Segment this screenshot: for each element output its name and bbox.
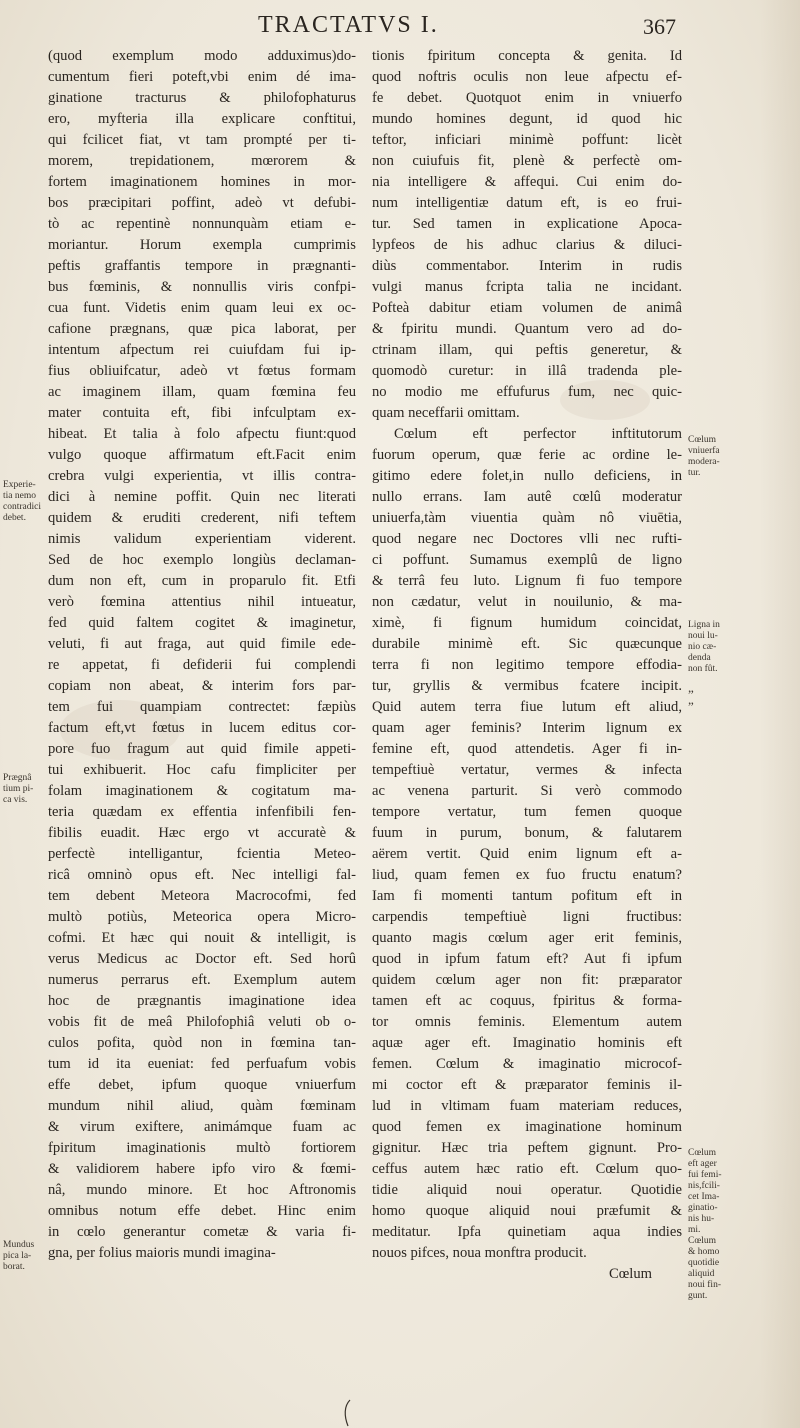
text-line: non cuiufuis fit, plenè & perfectè om- xyxy=(372,153,682,169)
text-line: nimis validum experientiam viderent. xyxy=(48,531,356,547)
margin-note-line: noui lu- xyxy=(688,631,718,641)
text-line: quod in ipfum fatum eft? Aut fi ipfum xyxy=(372,951,682,967)
text-line: quod negare nec Doctores vlli nec rufti- xyxy=(372,531,682,547)
margin-note-line: Cœlum xyxy=(688,435,716,445)
text-line: tidie aliquid noui operatur. Quotidie xyxy=(372,1182,682,1198)
margin-note-line: denda xyxy=(688,653,711,663)
text-line: femine eft, quod attendetis. Ager fi in- xyxy=(372,741,682,757)
text-line: diùs commentabor. Interim in rudis xyxy=(372,258,682,274)
text-line: hibeat. Et talia à folo afpectu fiunt:quod xyxy=(48,426,356,442)
text-line: ctrinam illam, qui peftis generetur, & xyxy=(372,342,682,358)
text-line: aquæ ager eft. Imaginatio hominis eft xyxy=(372,1035,682,1051)
margin-note-line: non fût. xyxy=(688,664,718,674)
text-line: nia intelligere & affequi. Cui enim do- xyxy=(372,174,682,190)
text-line: omnibus notum effe debet. Hinc enim xyxy=(48,1203,356,1219)
text-line: tur, gryllis & vermibus fcatere incipit. xyxy=(372,678,682,694)
text-line: num intelligentiæ datum eft, is eo frui- xyxy=(372,195,682,211)
margin-note-line: nis hu- xyxy=(688,1214,715,1224)
text-line: uniuerfa,tàm viuentia quàm nô viuētia, xyxy=(372,510,682,526)
text-line: ci poffunt. Sumamus exemplû de ligno xyxy=(372,552,682,568)
text-line: culos pofita, quòd non in fœmina tan- xyxy=(48,1035,356,1051)
margin-note-line: nis,fcili- xyxy=(688,1181,720,1191)
margin-note-line: Mundus xyxy=(3,1240,35,1250)
margin-note-line: eft ager xyxy=(688,1159,717,1169)
page-number: 367 xyxy=(643,14,676,39)
text-line: carpendis tempeftiuè ligni fructibus: xyxy=(372,909,682,925)
text-line: tamen eft ac coquus, fpiritus & forma- xyxy=(372,993,682,1009)
text-line: teftor, inficiari minimè poffunt: licèt xyxy=(372,132,682,148)
text-line: quod noftris oculis non leue afpectu ef- xyxy=(372,69,682,85)
right-margin-note xyxy=(688,1148,744,1302)
margin-note-line: „ xyxy=(688,692,694,707)
text-line: & validiorem habere ipfo viro & fœmi- xyxy=(48,1161,356,1177)
margin-note-line: modera- xyxy=(688,457,720,467)
text-line: tem fui quampiam contrectet: fæpiùs xyxy=(48,699,356,715)
margin-note-line: & homo xyxy=(688,1247,720,1257)
text-line: tem debent Meteora Macrocofmi, fed xyxy=(48,888,356,904)
text-line: no modio me effufurus fum, nec quic- xyxy=(372,384,682,400)
text-line: tempeftiuè vertatur, vermes & infecta xyxy=(372,762,682,778)
text-line: copiam non abeat, & interim fors par- xyxy=(48,678,356,694)
text-line: nullo errans. Iam autê cœlû moderatur xyxy=(372,489,682,505)
text-line: pore fuo fragum aut quid fimile appeti- xyxy=(48,741,356,757)
bottom-printer-mark xyxy=(338,1398,358,1428)
margin-note-line: tium pi- xyxy=(3,784,34,794)
text-line: bos præcipitari poffint, adeò vt defubi- xyxy=(48,195,356,211)
right-text-column xyxy=(372,46,682,1285)
text-line: tui exhibuerit. Hoc cafu fimpliciter per xyxy=(48,762,356,778)
text-line: gitimo edere folet,in nullo deficiens, in xyxy=(372,468,682,484)
margin-note-line: vniuerfa xyxy=(688,446,720,456)
margin-note-line: quotidie xyxy=(688,1258,720,1268)
text-line: quanto magis cœlum ager erit feminis, xyxy=(372,930,682,946)
text-line: Sed de hoc exemplo longiùs declaman- xyxy=(48,552,356,568)
text-line: quomodò curetur: in illâ tradenda ple- xyxy=(372,363,682,379)
text-line: Cœlum eft perfector inftitutorum xyxy=(394,426,682,442)
text-line: quam ager feminis? Interim lignum ex xyxy=(372,720,682,736)
margin-note-line: ginatio- xyxy=(688,1203,718,1213)
text-line: mi coctor eft & præparator feminis il- xyxy=(372,1077,682,1093)
text-line: Iam fi momenti tantum pofitum eft in xyxy=(372,888,682,904)
text-line: fortem imaginationem homines in mor- xyxy=(48,174,356,190)
margin-note-line: contradici xyxy=(3,502,41,512)
left-margin-note xyxy=(3,773,45,806)
margin-note-line: noui fin- xyxy=(688,1280,721,1290)
text-line: intentum afpectum rei cuiufdam fui ip- xyxy=(48,342,356,358)
text-line: ginatione tracturus & philofophaturus xyxy=(48,90,356,106)
margin-note-line: fui femi- xyxy=(688,1170,722,1180)
text-line: folam imaginationem & cogitatum ma- xyxy=(48,783,356,799)
margin-note-line: cet Ima- xyxy=(688,1192,720,1202)
margin-note-line: Experie- xyxy=(3,480,36,490)
text-line: peftis graffantis tempore in prægnanti- xyxy=(48,258,356,274)
text-line: cumentum fieri poteft,vbi enim dé ima- xyxy=(48,69,356,85)
text-line: verus Medicus ac Doctor eft. Sed horû xyxy=(48,951,356,967)
right-margin-note xyxy=(688,682,744,706)
text-line: fe debet. Quotquot enim in vniuerfo xyxy=(372,90,682,106)
text-line: nouos pifces, noua monftra producit. xyxy=(372,1245,587,1261)
left-text-column xyxy=(48,46,356,1264)
margin-note-line: Cœlum xyxy=(688,1236,716,1246)
text-line: hoc de prægnantis imaginatione idea xyxy=(48,993,356,1009)
text-line: non cædatur, velut in nouilunio, & ma- xyxy=(372,594,682,610)
text-line: numerus perrarus eft. Exemplum autem xyxy=(48,972,356,988)
text-line: liud, quam femen ex fuo fructu enatum? xyxy=(372,867,682,883)
text-line: quod femen ex imaginatione hominum xyxy=(372,1119,682,1135)
text-line: nâ, mundo minore. Et hoc Aftronomis xyxy=(48,1182,356,1198)
text-line: perfectè intelligantur, fcientia Meteo- xyxy=(48,846,356,862)
text-line: homo quoque aliquid noui præfumit & xyxy=(372,1203,682,1219)
text-line: ricâ omninò opus eft. Nec intelligi fal- xyxy=(48,867,356,883)
text-line: tempore vertatur, tum femen quoque xyxy=(372,804,682,820)
page-header xyxy=(0,10,800,46)
text-line: ximè, fi fignum humidum coincidat, xyxy=(372,615,682,631)
text-line: mater contuita eft, fibi infculptam ex- xyxy=(48,405,356,421)
text-line: meditatur. Ipfa quinetiam aqua indies xyxy=(372,1224,682,1240)
text-line: re appetat, fi defiderii fui complendi xyxy=(48,657,356,673)
text-line: ac venena parturit. Si verò commodo xyxy=(372,783,682,799)
margin-note-line: Cœlum xyxy=(688,1148,716,1158)
text-line: cafione prægnans, quæ pica laborat, per xyxy=(48,321,356,337)
text-line: fuum in purum, bonum, & falutarem xyxy=(372,825,682,841)
text-line: fius obliuifcatur, adeò vt fœtus formam xyxy=(48,363,356,379)
text-line: femen. Cœlum & imaginatio microcof- xyxy=(372,1056,682,1072)
text-line: mundo homines degunt, id quod hic xyxy=(372,111,682,127)
left-margin-note xyxy=(3,1240,45,1273)
text-line: teria quædam ex effentia infenfibili fen- xyxy=(48,804,356,820)
margin-note-line: tur. xyxy=(688,468,701,478)
margin-note-line: aliquid xyxy=(688,1269,715,1279)
text-line: tor omnis feminis. Elementum autem xyxy=(372,1014,682,1030)
text-line: (quod exemplum modo adduximus)do- xyxy=(48,48,356,64)
text-line: quam neceffarii omittam. xyxy=(372,405,520,421)
text-line: factum eft,vt fœtus in lucem editus cor- xyxy=(48,720,356,736)
text-line: lypfeos de his adhuc clarius & diluci- xyxy=(372,237,682,253)
text-line: fibilis euadit. Hæc ergo vt accuratè & xyxy=(48,825,356,841)
right-margin-note xyxy=(688,620,744,675)
text-line: crebra vulgi experientia, vt illis contra- xyxy=(48,468,356,484)
text-line: & virum exiftere, animámque fuam ac xyxy=(48,1119,356,1135)
text-line: Pofteà dabitur etiam volumen de animâ xyxy=(372,300,682,316)
text-line: fpiritum imaginationis multò fortiorem xyxy=(48,1140,356,1156)
text-line: cua funt. Videtis enim quam leui ex oc- xyxy=(48,300,356,316)
text-line: aërem vertit. Quid enim lignum eft a- xyxy=(372,846,682,862)
text-line: moriantur. Horum exempla cumprimis xyxy=(48,237,356,253)
text-line: tionis fpiritum concepta & genita. Id xyxy=(372,48,682,64)
margin-note-line: debet. xyxy=(3,513,26,523)
text-line: fed quid faltem cogitet & imaginetur, xyxy=(48,615,356,631)
text-line: terra fi non legitimo tempore effodia- xyxy=(372,657,682,673)
text-line: multò potiùs, Meteorica opera Micro- xyxy=(48,909,356,925)
text-line: dum non eft, cum in proparulo fit. Etfi xyxy=(48,573,356,589)
margin-note-line: gunt. xyxy=(688,1291,708,1301)
text-line: Cœlum xyxy=(609,1266,652,1282)
text-line: qui fcilicet fiat, vt tam prompté per ti- xyxy=(48,132,356,148)
text-line: vulgo quoque affirmatum eft.Facit enim xyxy=(48,447,356,463)
text-line: quidem cœlum ager non fit: præparator xyxy=(372,972,682,988)
text-line: cofmi. Et hæc qui nouit & intelligit, is xyxy=(48,930,356,946)
text-line: Quid autem terra fiue lutum eft aliud, xyxy=(372,699,682,715)
margin-note-line: pica la- xyxy=(3,1251,32,1261)
margin-note-line: Prægnâ xyxy=(3,773,32,783)
text-line: quidem & eruditi crederent, nifi teftem xyxy=(48,510,356,526)
right-margin-note xyxy=(688,435,744,479)
margin-note-line: mi. xyxy=(688,1225,701,1235)
text-line: mundum nihil aliud, quàm fœminam xyxy=(48,1098,356,1114)
text-line: lud in vltimam fuam materiam reduces, xyxy=(372,1098,682,1114)
running-title: TRACTATVS I. xyxy=(258,12,439,38)
text-line: tum id ita eueniat: fed perfuafum vobis xyxy=(48,1056,356,1072)
text-line: morem, trepidationem, mœrorem & xyxy=(48,153,356,169)
margin-note-line: ca vis. xyxy=(3,795,28,805)
text-line: veluti, fi aut fraga, aut quid fimile ede- xyxy=(48,636,356,652)
text-line: ero, myfteria illa explicare conftitui, xyxy=(48,111,356,127)
text-line: dici à nemine poffit. Quin nec literati xyxy=(48,489,356,505)
text-line: verò fœmina attentius nihil intueatur, xyxy=(48,594,356,610)
text-line: tur. Sed tamen in explicatione Apoca- xyxy=(372,216,682,232)
margin-note-line: „ xyxy=(688,680,694,695)
text-line: fuorum operum, quæ ferie ac ordine le- xyxy=(372,447,682,463)
text-line: gna, per folius maioris mundi imagina- xyxy=(48,1245,276,1261)
text-line: gignitur. Hæc tria peftem gignunt. Pro- xyxy=(372,1140,682,1156)
margin-note-line: tia nemo xyxy=(3,491,36,501)
text-line: vulgi manus fcripta talia ne incidant. xyxy=(372,279,682,295)
margin-note-line: borat. xyxy=(3,1262,25,1272)
left-margin-note xyxy=(3,480,45,524)
text-line: vobis fit de meâ Philofophiâ veluti ob o- xyxy=(48,1014,356,1030)
text-line: bus fœminis, & nonnullis viris confpi- xyxy=(48,279,356,295)
page-edge-shadow xyxy=(760,0,800,1428)
text-line: & fpiritu mundi. Quantum vero ad do- xyxy=(372,321,682,337)
margin-note-line: nio cæ- xyxy=(688,642,717,652)
margin-note-line: Ligna in xyxy=(688,620,720,630)
text-line: & terrâ feu luto. Lignum fi fuo tempore xyxy=(372,573,682,589)
text-line: tò ac repentinè nonnunquàm etiam e- xyxy=(48,216,356,232)
text-line: ac imaginem illam, quam fœmina feu xyxy=(48,384,356,400)
text-line: in cœlo generantur cometæ & varia fi- xyxy=(48,1224,356,1240)
text-line: effe debet, ipfum quoque vniuerfum xyxy=(48,1077,356,1093)
text-line: ceffus autem hæc ratio eft. Cœlum quo- xyxy=(372,1161,682,1177)
text-line: durabile minimè eft. Sic quæcunque xyxy=(372,636,682,652)
